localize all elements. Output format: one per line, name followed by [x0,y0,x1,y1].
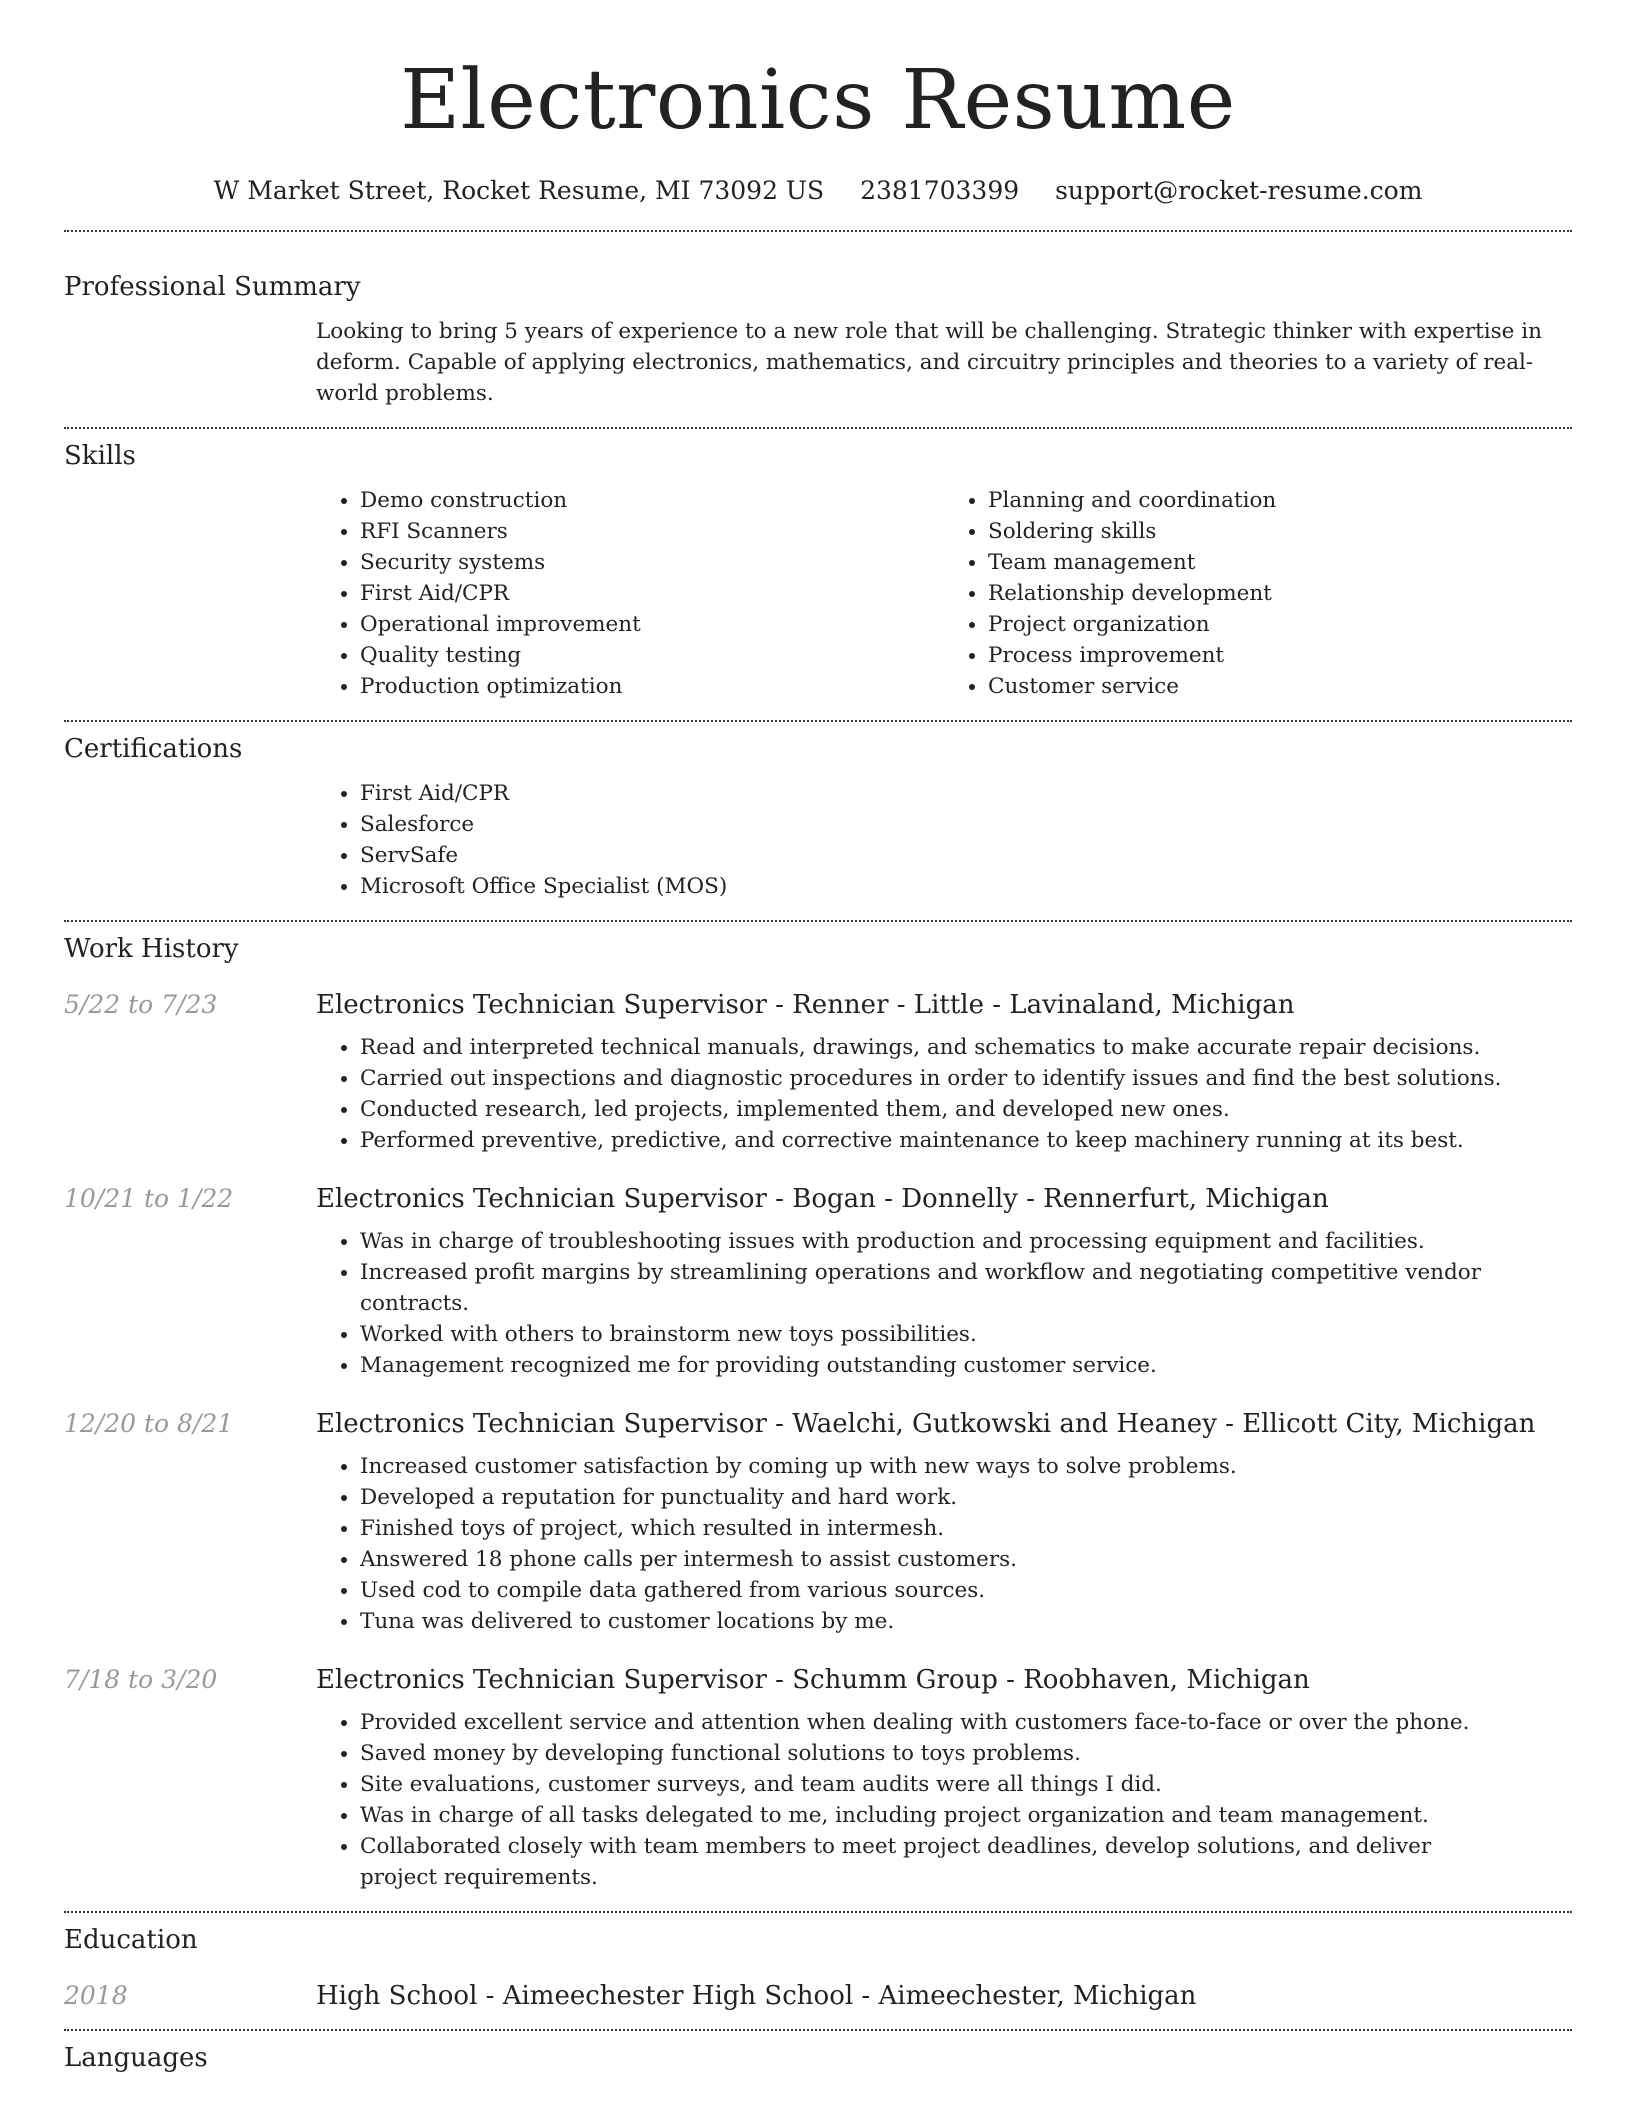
contact-phone: 2381703399 [860,176,1020,206]
section-divider [64,427,1572,429]
skill-item: • Demo construction [360,485,944,516]
job-bullet: • Finished toys of project, which resulted in intermesh. [360,1513,1572,1544]
job-bullet: • Site evaluations, customer surveys, and team audits were all things I did. [360,1769,1492,1800]
job-bullet: • Answered 18 phone calls per intermesh to assist customers. [360,1544,1572,1575]
skill-item: • RFI Scanners [360,516,944,547]
job-bullet: • Read and interpreted technical manuals, drawings, and schematics to make accurate repair decisions. [360,1032,1572,1063]
job-bullet: • Provided excellent service and attention when dealing with customers face-to-face or over the phone. [360,1707,1492,1738]
job-bullet: • Collaborated closely with team members to meet project deadlines, develop solutions, and deliver project requirements. [360,1831,1492,1893]
job-title: Electronics Technician Supervisor - Renner - Little - Lavinaland, Michigan [316,990,1295,1021]
education-date: 2018 [64,1981,128,2011]
work-history-title: Work History [64,934,239,965]
job-bullet: • Increased customer satisfaction by coming up with new ways to solve problems. [360,1451,1572,1482]
section-divider [64,1911,1572,1913]
job-title: Electronics Technician Supervisor - Bogan - Donnelly - Rennerfurt, Michigan [316,1184,1329,1215]
education-title-line: High School - Aimeechester High School - Aimeechester, Michigan [316,1981,1197,2012]
contact-address: W Market Street, Rocket Resume, MI 73092 US [213,176,825,206]
job-entry [64,1665,1572,1893]
job-date: 10/21 to 1/22 [64,1184,234,1214]
skill-item: • Process improvement [988,640,1572,671]
skill-item: • First Aid/CPR [360,578,944,609]
job-bullet: • Increased profit margins by streamlining operations and workflow and negotiating competitive vendor contracts. [360,1257,1572,1319]
job-bullet: • Was in charge of all tasks delegated to me, including project organization and team management. [360,1800,1492,1831]
certifications-title: Certifications [64,734,243,765]
contact-line [64,176,1572,205]
job-entry [64,1409,1572,1637]
skill-item: • Operational improvement [360,609,944,640]
job-title: Electronics Technician Supervisor - Schumm Group - Roobhaven, Michigan [316,1665,1310,1696]
certification-item: • First Aid/CPR [360,778,1572,809]
job-bullet: • Developed a reputation for punctuality and hard work. [360,1482,1572,1513]
job-bullet: • Carried out inspections and diagnostic procedures in order to identify issues and find the best solutions. [360,1063,1572,1094]
skill-item: • Planning and coordination [988,485,1572,516]
job-bullet: • Used cod to compile data gathered from various sources. [360,1575,1572,1606]
job-bullet: • Management recognized me for providing outstanding customer service. [360,1350,1572,1381]
section-divider [64,920,1572,922]
certification-item: • Microsoft Office Specialist (MOS) [360,871,1572,902]
skill-item: • Project organization [988,609,1572,640]
skill-item: • Security systems [360,547,944,578]
skill-item: • Customer service [988,671,1572,702]
certification-item: • Salesforce [360,809,1572,840]
skills-title: Skills [64,441,136,472]
job-date: 12/20 to 8/21 [64,1409,234,1439]
skill-item: • Soldering skills [988,516,1572,547]
skill-item: • Quality testing [360,640,944,671]
skills-list [316,485,1572,702]
resume-name: Electronics Resume [400,53,1236,148]
resume-page [64,0,1572,2073]
summary-text: Looking to bring 5 years of experience to a new role that will be challenging. Strategic thinker with expertise in deform. Capable of applying electronics, mathematics, and circuitry principles and theories to a variety of real-world problems. [316,319,1542,407]
skill-item: • Relationship development [988,578,1572,609]
certifications-list [316,778,1572,902]
skills-left-column [316,485,944,702]
job-date: 7/18 to 3/20 [64,1665,218,1695]
education-title: Education [64,1925,198,1956]
certification-item: • ServSafe [360,840,1572,871]
contact-email: support@rocket-resume.com [1055,176,1423,206]
skill-item: • Production optimization [360,671,944,702]
job-bullet: • Saved money by developing functional solutions to toys problems. [360,1738,1492,1769]
job-bullet: • Tuna was delivered to customer locations by me. [360,1606,1572,1637]
job-date: 5/22 to 7/23 [64,990,218,1020]
job-title: Electronics Technician Supervisor - Waelchi, Gutkowski and Heaney - Ellicott City, Michigan [316,1409,1536,1440]
summary-title: Professional Summary [64,272,361,303]
section-divider [64,230,1572,232]
job-bullet: • Worked with others to brainstorm new toys possibilities. [360,1319,1572,1350]
skill-item: • Team management [988,547,1572,578]
job-bullet: • Performed preventive, predictive, and corrective maintenance to keep machinery running at its best. [360,1125,1572,1156]
education-entry [64,1981,1572,2011]
section-divider [64,720,1572,722]
job-bullet: • Was in charge of troubleshooting issues with production and processing equipment and facilities. [360,1226,1572,1257]
job-bullet: • Conducted research, led projects, implemented them, and developed new ones. [360,1094,1572,1125]
languages-title: Languages [64,2043,208,2074]
job-entry [64,990,1572,1156]
section-divider [64,2029,1572,2031]
job-entry [64,1184,1572,1381]
skills-right-column [944,485,1572,702]
